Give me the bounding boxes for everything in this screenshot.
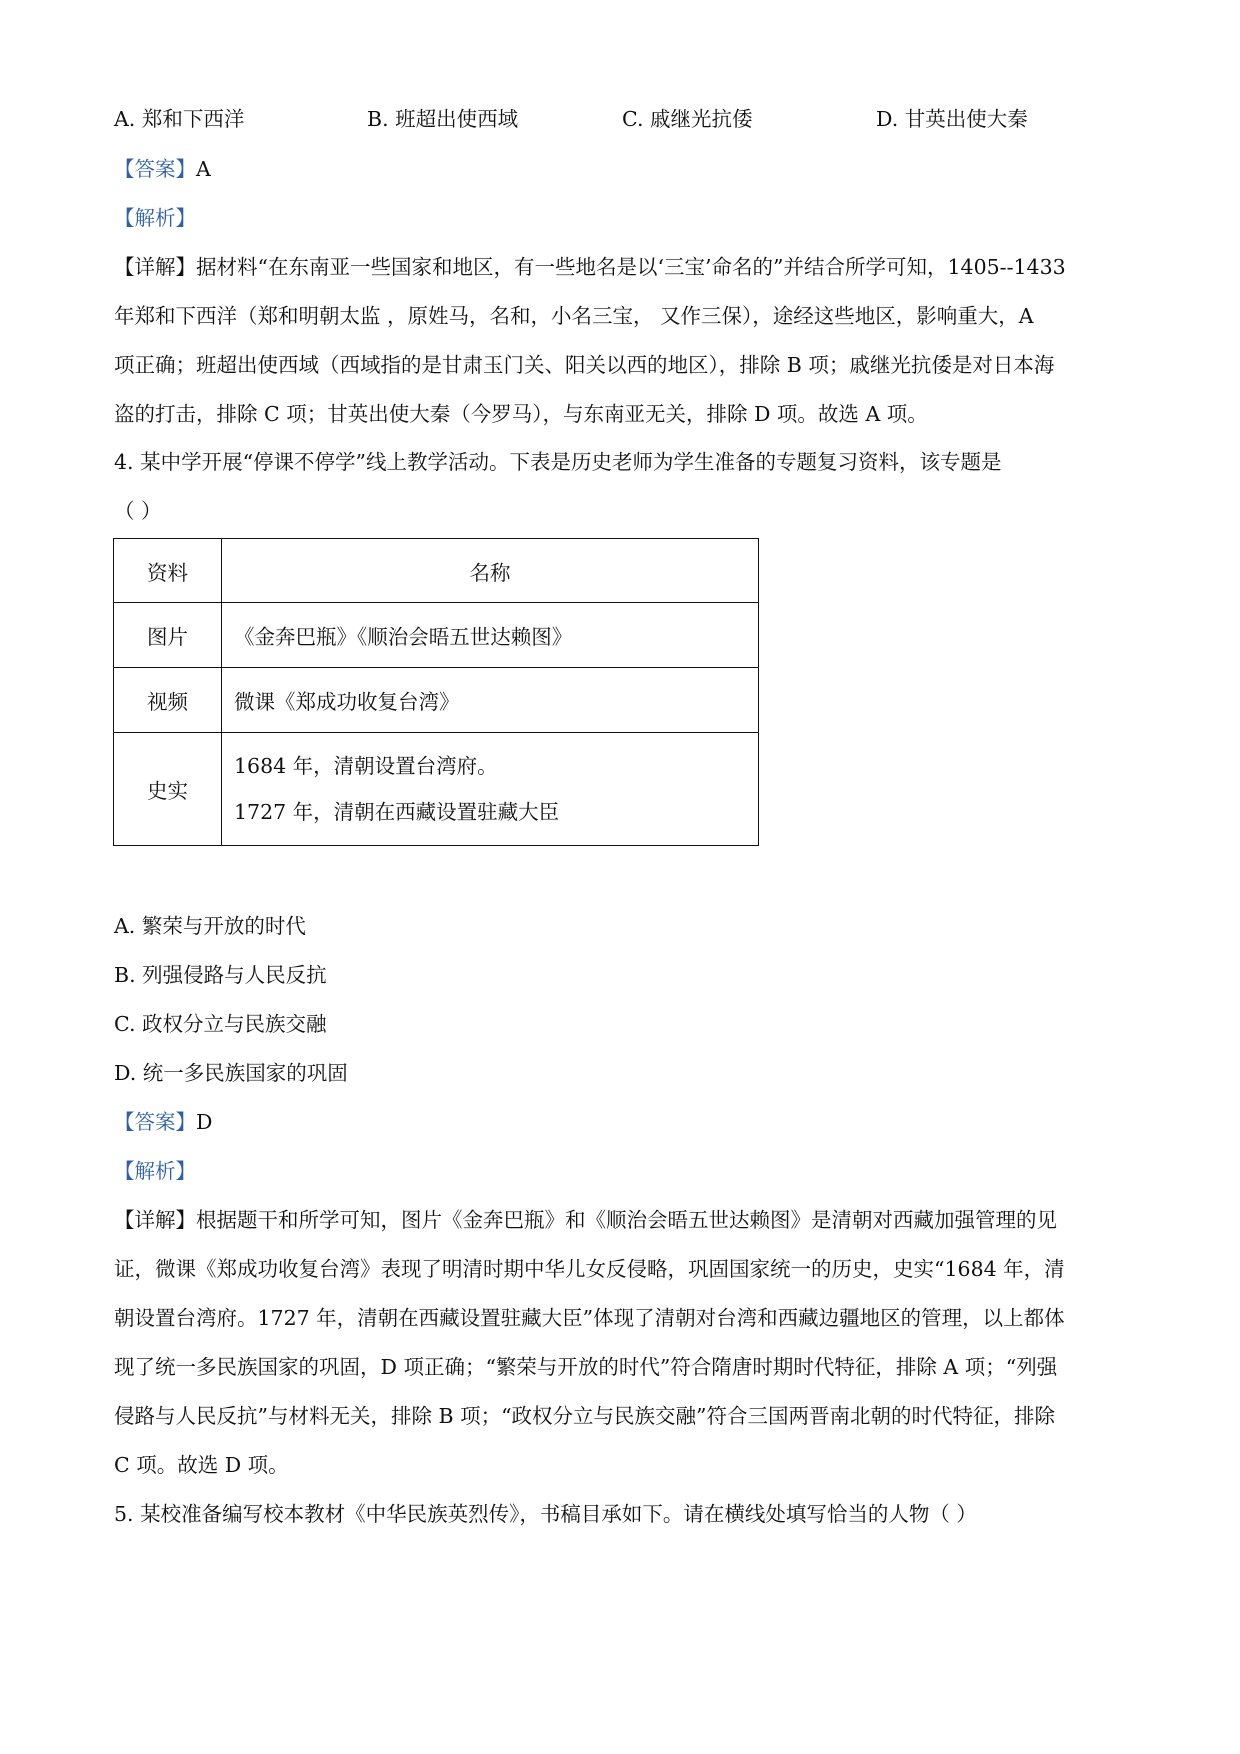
detail-tag: 【详解】 [114, 255, 196, 279]
table-row [114, 733, 759, 846]
q3-option-d: D. 甘英出使大秦 [876, 107, 1028, 131]
table-cell-text [222, 733, 759, 846]
table-cell-label: 图片 [114, 603, 222, 668]
q3-option-a: A. 郑和下西洋 [114, 107, 245, 131]
q3-option-b: B. 班超出使西域 [367, 107, 519, 131]
q4-option-b: B. 列强侵路与人民反抗 [114, 963, 327, 987]
detail-tag: 【详解】 [114, 1208, 196, 1232]
q4-detail-line-6: C 项。故选 D 项。 [114, 1453, 289, 1477]
answer-value: D [196, 1110, 213, 1134]
table-row [114, 668, 759, 733]
q4-detail-line-3: 朝设置台湾府。1727 年，清朝在西藏设置驻藏大臣”体现了清朝对台湾和西藏边疆地区的管理，以上都体 [114, 1306, 1065, 1330]
q4-answer [114, 1108, 212, 1136]
fact-line: 1727 年，清朝在西藏设置驻藏大臣 [234, 800, 560, 824]
q3-option-c: C. 戚继光抗倭 [622, 107, 753, 131]
q4-stem-line-1: 4. 某中学开展“停课不停学”线上教学活动。下表是历史老师为学生准备的专题复习资料，该专题是 [114, 450, 1002, 474]
table-cell-label: 史实 [114, 733, 222, 846]
q4-option-c: C. 政权分立与民族交融 [114, 1012, 327, 1036]
table-cell-text: 《金奔巴瓶》《顺治会晤五世达赖图》 [222, 603, 759, 668]
table-header-row [114, 539, 759, 603]
q4-stem-line-2: （ ） [114, 499, 162, 523]
q5-stem: 5. 某校准备编写校本教材《中华民族英烈传》，书稿目承如下。请在横线处填写恰当的人物（ ） [114, 1502, 977, 1526]
q3-answer [114, 155, 211, 183]
q3-detail-line-3: 项正确；班超出使西域（西域指的是甘肃玉门关、阳关以西的地区），排除 B 项；戚继光抗倭是对日本海 [114, 353, 1055, 377]
table-header-cell: 资料 [114, 539, 222, 603]
q4-analysis-tag: 【解析】 [114, 1159, 196, 1183]
detail-text: 根据题干和所学可知，图片《金奔巴瓶》和《顺治会晤五世达赖图》是清朝对西藏加强管理的见 [196, 1208, 1057, 1232]
fact-line: 1684 年，清朝设置台湾府。 [234, 754, 498, 778]
q4-detail-line-2: 证，微课《郑成功收复台湾》表现了明清时期中华儿女反侵略，巩固国家统一的历史，史实“1684 年，清 [114, 1257, 1065, 1281]
q4-detail-line-1 [114, 1206, 1057, 1234]
q4-detail-line-4: 现了统一多民族国家的巩固，D 项正确；“繁荣与开放的时代”符合隋唐时期时代特征，排除 A 项；“列强 [114, 1355, 1058, 1379]
answer-tag: 【答案】 [114, 157, 196, 181]
q3-analysis-tag: 【解析】 [114, 206, 196, 230]
q4-detail-line-5: 侵路与人民反抗”与材料无关，排除 B 项；“政权分立与民族交融”符合三国两晋南北朝的时代特征，排除 [114, 1404, 1056, 1428]
q4-option-a: A. 繁荣与开放的时代 [114, 914, 306, 938]
answer-value: A [196, 157, 211, 181]
q4-option-d: D. 统一多民族国家的巩固 [114, 1061, 348, 1085]
answer-tag: 【答案】 [114, 1110, 196, 1134]
detail-text: 据材料“在东南亚一些国家和地区，有一些地名是以‘三宝’命名的”并结合所学可知，1405--1433 [196, 255, 1066, 279]
q4-resource-table [113, 538, 759, 846]
table-cell-text: 微课《郑成功收复台湾》 [222, 668, 759, 733]
table-row [114, 603, 759, 668]
table-header-cell: 名称 [222, 539, 759, 603]
q3-detail-line-1 [114, 253, 1066, 281]
q3-detail-line-4: 盗的打击，排除 C 项；甘英出使大秦（今罗马），与东南亚无关，排除 D 项。故选 A 项。 [114, 402, 928, 426]
q3-detail-line-2: 年郑和下西洋（郑和明朝太监 ，原姓马，名和，小名三宝， 又作三保），途经这些地区，影响重大，A [114, 304, 1034, 328]
table-cell-label: 视频 [114, 668, 222, 733]
